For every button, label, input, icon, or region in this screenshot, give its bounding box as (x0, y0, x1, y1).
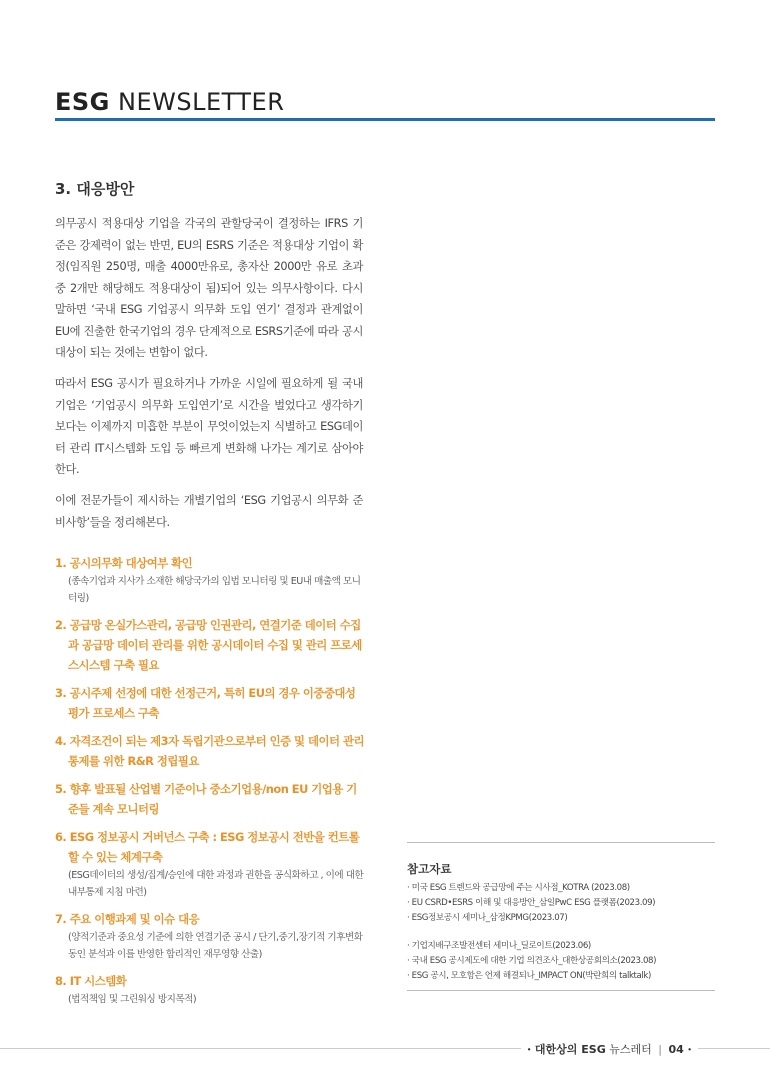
list-item-title: 8. IT 시스템화 (55, 974, 127, 988)
paragraph-3: 이에 전문가들이 제시하는 개별기업의 ‘ESG 기업공시 의무화 준비사항’들을 정리해본다. (55, 494, 363, 529)
list-item-note: (종속기업과 지사가 소재한 해당국가의 입법 모니터링 및 EU내 매출액 모니터링) (68, 576, 361, 604)
references-title: 참고자료 (407, 862, 452, 876)
list-item-note: (ESG데이터의 생성/집계/승인에 대한 과정과 권한을 공식화하고 , 이에 대한 내부통제 지침 마련) (68, 870, 364, 898)
list-item (55, 827, 365, 901)
list-item-title: 1. 공시의무화 대상여부 확인 (55, 556, 193, 570)
list-item (55, 909, 365, 963)
list-item-note: (양적기준과 중요성 기준에 의한 연결기준 공시 / 단기,중기,장기적 기후변화 동인 분석과 이를 반영한 합리적인 재무영향 산출) (68, 932, 363, 960)
bullet-icon: • (687, 1045, 692, 1055)
reference-item: · 국내 ESG 공시제도에 대한 기업 의견조사_대한상공회의소(2023.08) (407, 956, 657, 966)
brand-title-rest: NEWSLETTER (109, 88, 285, 116)
bullet-icon: • (526, 1045, 532, 1055)
list-item-title: 4. 자격조건이 되는 제3자 독립기관으로부터 인증 및 데이터 관리 통제를 위한 R&R 정립필요 (55, 734, 364, 768)
section-title: 3. 대응방안 (55, 180, 135, 198)
list-item (55, 779, 365, 819)
page-footer (521, 1041, 698, 1057)
reference-item: · 미국 ESG 트렌드와 공급망에 주는 시사점_KOTRA (2023.08) (407, 883, 630, 893)
list-item-title: 6. ESG 정보공시 거버넌스 구축 : ESG 정보공시 전반을 컨트롤 할 수 있는 체계구축 (55, 830, 360, 864)
list-item-title: 7. 주요 이행과제 및 이슈 대응 (55, 912, 200, 926)
brand-title-bold: ESG (55, 88, 110, 116)
list-item (55, 553, 365, 607)
references-divider (407, 990, 715, 991)
list-item-note: (법적책임 및 그린워싱 방지목적) (68, 994, 197, 1005)
list-item (55, 683, 365, 723)
list-item-title: 3. 공시주제 선정에 대한 선정근거, 특히 EU의 경우 이중중대성 평가 프로세스 구축 (55, 686, 356, 720)
newsletter-header (55, 88, 715, 121)
paragraph-2: 따라서 ESG 공시가 필요하거나 가까운 시일에 필요하게 될 국내 기업은 ‘기업공시 의무화 도입연기’로 시간을 벌었다고 생각하기 보다는 이제까지 미흡한 부분이 무엇이었는지 식별하고 ESG데이터 관리 IT시스템화 도입 등 빠르게 변화해 나가는 계기로 삼아야 한다. (55, 377, 363, 476)
list-item (55, 615, 365, 675)
reference-item: · ESG 공시, 모호함은 언제 해결되나_IMPACT ON(박란희의 talktalk) (407, 971, 651, 981)
list-item (55, 731, 365, 771)
footer-label: 뉴스레터 (605, 1043, 652, 1056)
reference-item: · ESG정보공시 세미나_삼정KPMG(2023.07) (407, 913, 568, 923)
brand-title (55, 88, 715, 116)
footer-separator: | (658, 1043, 662, 1056)
reference-item: · 기업지배구조발전센터 세미나_딜로이트(2023.06) (407, 941, 591, 951)
references-box (407, 842, 715, 984)
page-number: 04 (668, 1043, 684, 1056)
preparation-list (55, 553, 365, 1016)
list-item-title: 2. 공급망 온실가스관리, 공급망 인권관리, 연결기준 데이터 수집과 공급망 데이터 관리를 위한 공시데이터 수집 및 관리 프로세스시스템 구축 필요 (55, 618, 362, 672)
footer-publisher: 대한상의 ESG (534, 1043, 606, 1056)
paragraph-1: 의무공시 적용대상 기업을 각국의 관할당국이 결정하는 IFRS 기준은 강제력이 없는 반면, EU의 ESRS 기준은 적용대상 기업이 확정(임직원 250명, 매출 4000만유로, 총자산 2000만 유로 초과 중 2개만 해당해도 적용대상이 됨)되어 있는 의무사항이다. 다시말하면 ‘국내 ESG 기업공시 의무화 도입 연기’ 결정과 관계없이 EU에 진출한 한국기업의 경우 단계적으로 ESRS기준에 따라 공시 대상이 되는 것에는 변함이 없다. (55, 217, 363, 359)
list-item (55, 971, 365, 1008)
reference-item: · EU CSRD•ESRS 이해 및 대응방안_삼일PwC ESG 플랫폼(2023.09) (407, 898, 656, 908)
list-item-title: 5. 향후 발표될 산업별 기준이나 중소기업용/non EU 기업용 기준들 계속 모니터링 (55, 782, 357, 816)
